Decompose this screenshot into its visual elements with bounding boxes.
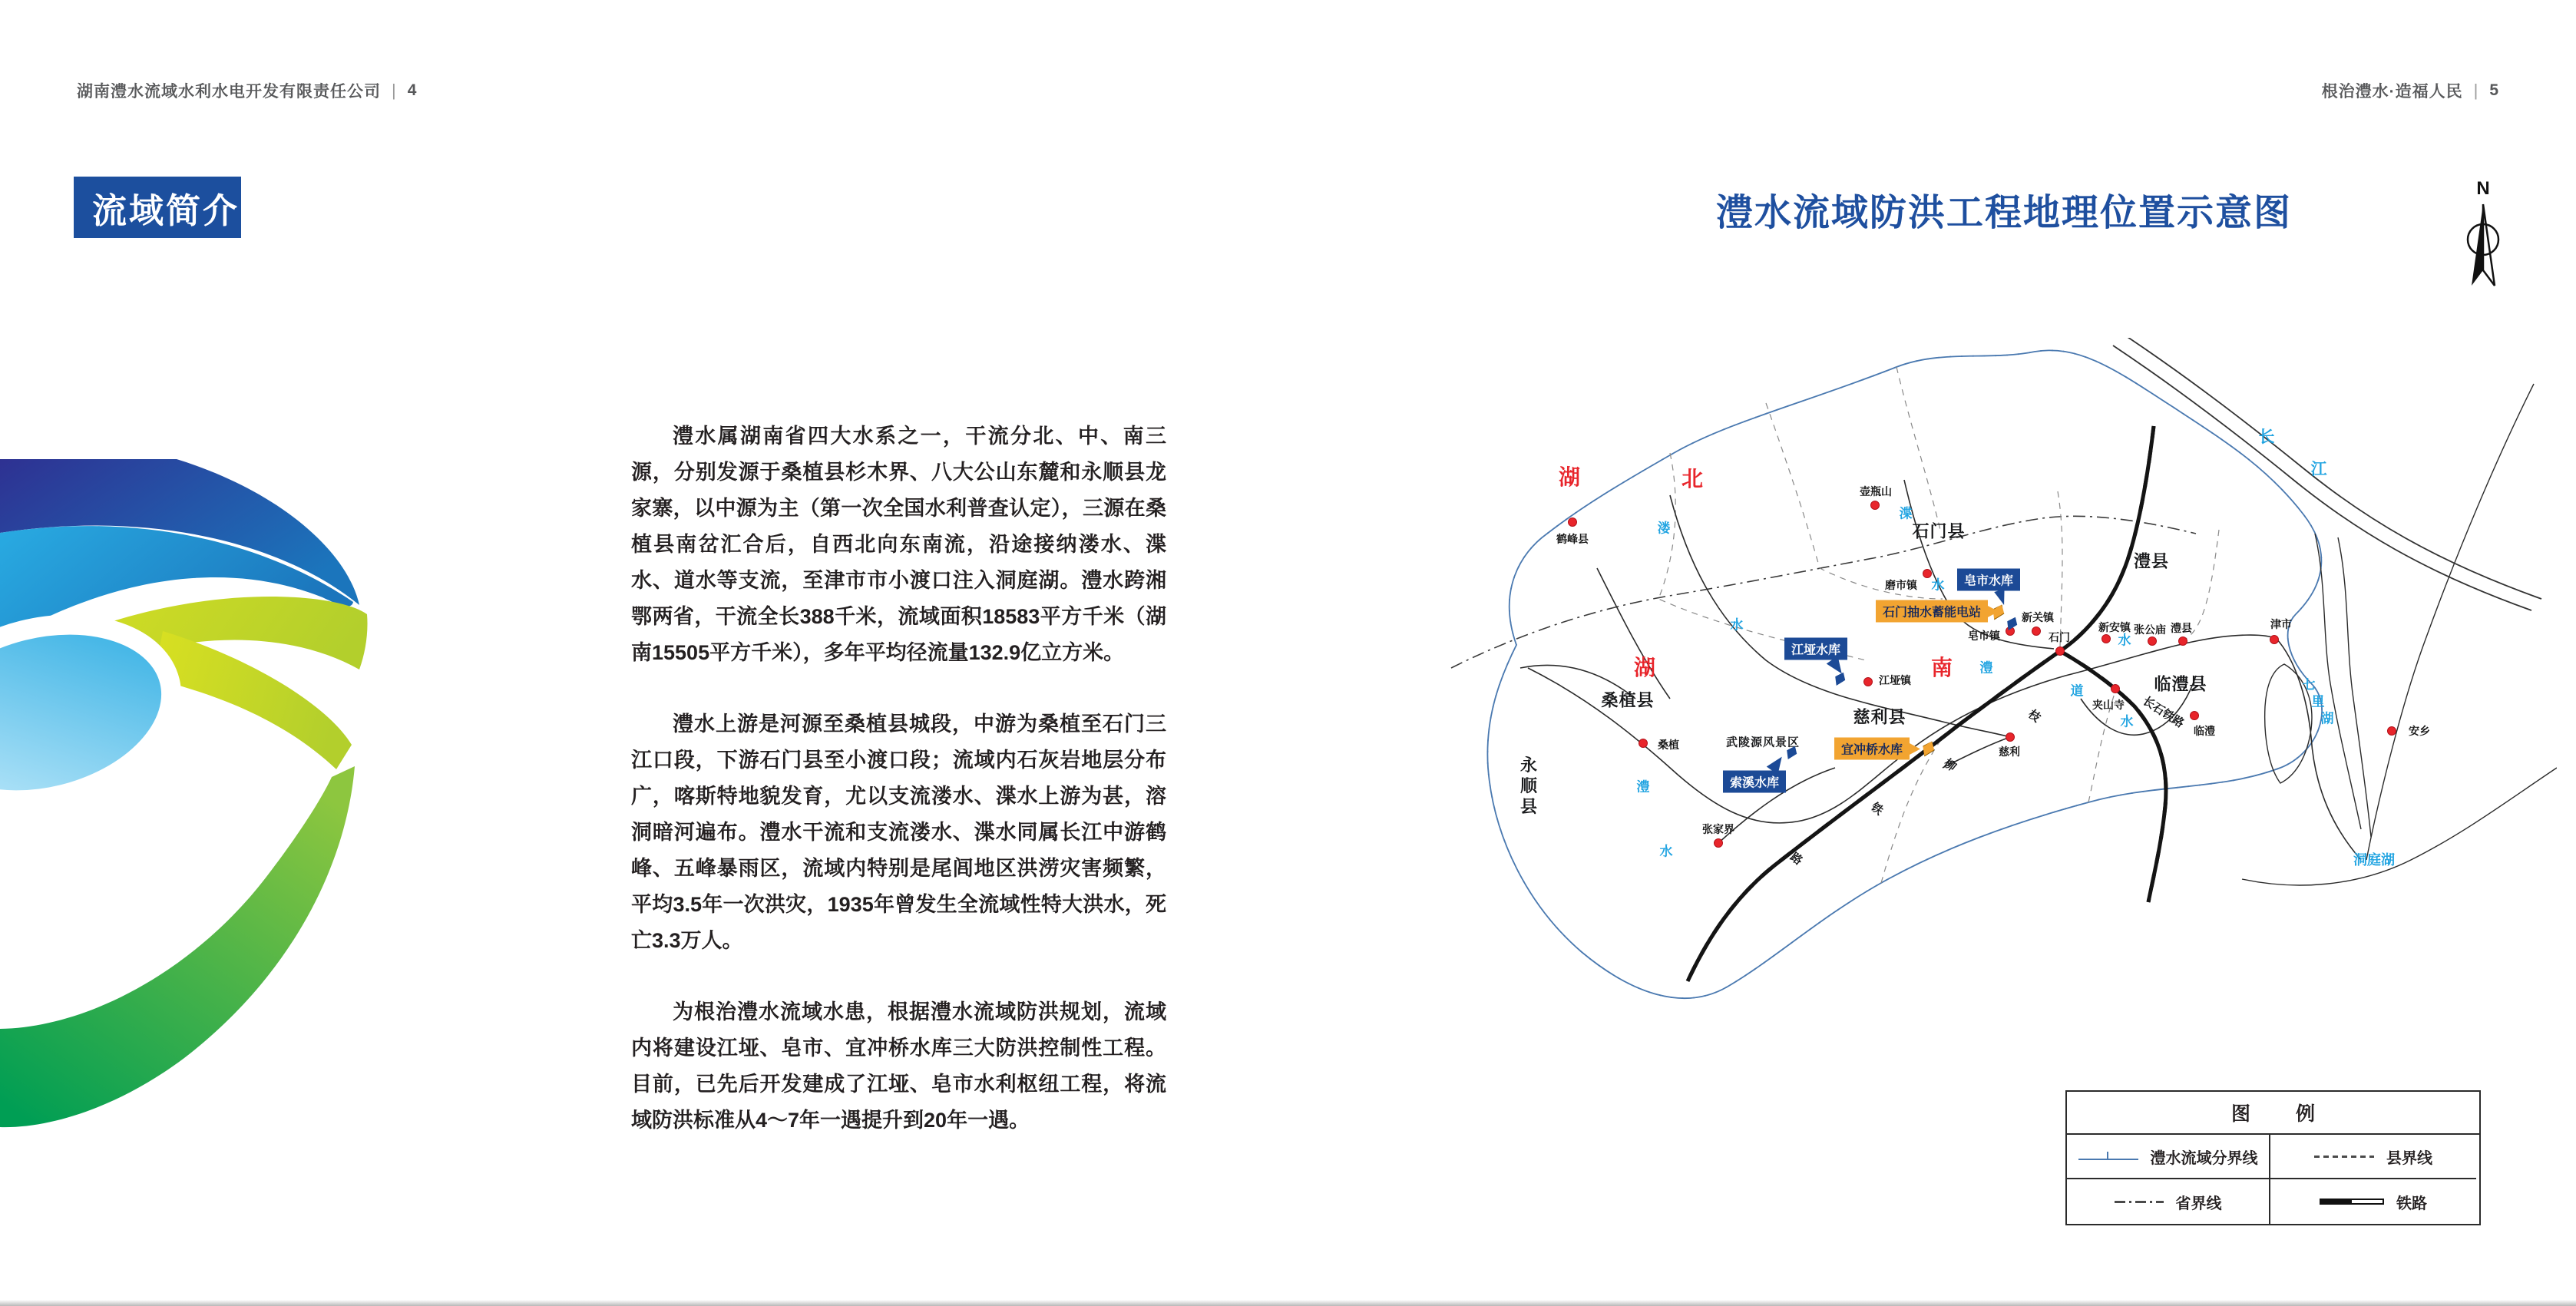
intro-text: [631, 418, 1166, 1174]
river-label: 澧: [1636, 779, 1650, 795]
town-dot: [2148, 636, 2157, 646]
town-label: 鹤峰县: [1556, 533, 1589, 545]
basin-line-symbol-icon: [2078, 1152, 2138, 1160]
county-label: 桑植县: [1601, 690, 1655, 710]
railway-label: 路: [1787, 850, 1805, 868]
town-label: 新安镇: [2098, 621, 2131, 633]
company-logo: [0, 459, 491, 1189]
town-dot: [1639, 739, 1648, 748]
dam-marker-icon: [1919, 740, 1936, 756]
town-dot: [2190, 711, 2199, 720]
legend-item-railway: [2270, 1179, 2476, 1224]
paragraph-1: 澧水属湖南省四大水系之一，干流分北、中、南三源，分别发源于桑植县杉木界、八大公山东麓和永顺县龙家寨，以中源为主（第一次全国水利普查认定），三源在桑植县南岔汇合后，自西北向东南流，沿途接纳溇水、渫水、道水等支流，至津市市小渡口注入洞庭湖。澧水跨湘鄂两省，干流全长388千米，流域面积18583平方千米（湖南15505平方千米），多年平均径流量132.9亿立方米。: [631, 425, 1166, 664]
province-label: 湖: [1633, 656, 1658, 679]
river-label: 水: [1730, 617, 1744, 633]
legend-item-province-line: [2067, 1179, 2270, 1224]
river-label: 里: [2311, 694, 2325, 709]
railway-label: 长石铁路: [2140, 694, 2187, 731]
header-left: [77, 79, 417, 102]
header-right: [2322, 79, 2499, 102]
paragraph-2: 澧水上游是河源至桑植县城段，中游为桑植至石门三江口段，下游石门县至小渡口段；流域内石灰岩地层分布广，喀斯特地貌发育，尤以支流溇水、渫水上游为甚，溶洞暗河遍布。澧水干流和支流溇水、渫水同属长江中游鹤峰、五峰暴雨区，流域内特别是尾闾地区洪涝灾害频繁，平均3.5年一次洪灾，1935年曾发生全流域性特大洪水，死亡3.3万人。: [631, 713, 1166, 952]
town-label: 临澧: [2194, 725, 2215, 737]
map-title: 澧水流域防洪工程地理位置示意图: [1715, 193, 2292, 233]
paragraph-3: 为根治澧水流域水患，根据澧水流域防洪规划，流域内将建设江垭、皂市、宜冲桥水库三大防洪控制性工程。目前，已先后开发建成了江垭、皂市水利枢纽工程，将流域防洪标准从4～7年一遇提升到20年一遇。: [631, 1000, 1166, 1132]
town-label: 张公庙: [2134, 623, 2166, 636]
county-label: 永顺县: [1518, 755, 1538, 818]
town-label: 津市: [2270, 618, 2292, 630]
town-dot: [2006, 732, 2015, 742]
legend-label: 铁路: [2396, 1195, 2427, 1212]
section-title-badge: [74, 177, 241, 238]
town-label: 澧县: [2171, 622, 2192, 634]
town-dot: [2101, 634, 2111, 643]
reservoir-callout: 皂市水库: [1957, 569, 2020, 591]
river-label: 江: [2310, 461, 2327, 478]
town-label: 桑植: [1658, 739, 1679, 751]
town-dot: [1568, 517, 1577, 527]
legend-label: 省界线: [2175, 1195, 2222, 1212]
river-label: 水: [1659, 844, 1673, 859]
page-number-right: 5: [2489, 81, 2499, 99]
river-label: 湖: [2320, 711, 2334, 726]
town-dot: [1923, 569, 1932, 578]
town-dot: [2032, 627, 2041, 636]
railway-label: 柳: [1941, 756, 1959, 775]
province-label: 北: [1681, 467, 1705, 491]
town-dot: [2178, 636, 2187, 646]
railway-label: 铁: [1868, 800, 1886, 818]
town-dot: [1870, 501, 1880, 510]
map-legend: [2065, 1090, 2481, 1225]
north-arrow-icon: [2462, 201, 2505, 295]
river-label: 水: [2118, 633, 2131, 648]
town-label: 磨市镇: [1885, 579, 1917, 591]
reservoir-callout: 宜冲桥水库: [1834, 738, 1910, 760]
town-label: 壶瓶山: [1860, 485, 1892, 498]
basin-map: [1405, 338, 2557, 1167]
river-label: 渫: [1899, 506, 1913, 521]
county-line-symbol-icon: [2314, 1156, 2374, 1158]
county-label: 武陵源风景区: [1725, 736, 1801, 749]
header-separator: |: [392, 81, 397, 100]
river-label: 长: [2258, 428, 2275, 446]
company-name: 湖南澧水流域水利水电开发有限责任公司: [77, 83, 381, 101]
town-label: 江垭镇: [1879, 674, 1911, 686]
county-label: 临澧县: [2154, 674, 2207, 694]
river-label: 水: [1931, 577, 1945, 593]
town-label: 皂市镇: [1968, 630, 2000, 642]
page-number-left: 4: [407, 81, 418, 99]
reservoir-callout: 石门抽水蓄能电站: [1876, 600, 1988, 623]
legend-title: 图 例: [2067, 1092, 2479, 1135]
town-dot: [2387, 726, 2396, 736]
county-label: 石门县: [1912, 521, 1966, 541]
river-label: 洞庭湖: [2353, 852, 2395, 868]
town-dot: [2111, 684, 2120, 693]
river-label: 澧: [1979, 660, 1993, 676]
province-label: 湖: [1558, 465, 1582, 489]
legend-label: 澧水流域分界线: [2150, 1149, 2258, 1167]
town-label: 张家界: [1702, 823, 1734, 835]
reservoir-callout: 索溪水库: [1723, 771, 1786, 793]
legend-item-county-line: [2270, 1135, 2476, 1179]
header-separator: |: [2473, 81, 2479, 100]
railway-label: 枝: [2025, 707, 2043, 726]
river-label: 七: [2302, 677, 2316, 693]
county-label: 澧县: [2133, 551, 2170, 571]
town-label: 石门: [2049, 631, 2070, 643]
county-label: 慈利县: [1853, 707, 1906, 727]
province-line-symbol-icon: [2115, 1201, 2164, 1203]
compass-north-label: N: [2476, 178, 2490, 199]
legend-item-basin-line: [2067, 1135, 2270, 1179]
river-label: 道: [2070, 683, 2084, 699]
province-label: 南: [1930, 656, 1955, 679]
section-title: 流域简介: [92, 190, 240, 230]
town-dot: [2270, 635, 2279, 644]
river-label: 溇: [1657, 521, 1671, 536]
map-labels-layer: [1405, 338, 2557, 1167]
town-dot: [1863, 677, 1873, 686]
town-label: 安乡: [2409, 725, 2430, 737]
page-bottom-shadow: [0, 1300, 2576, 1306]
river-label: 水: [2120, 714, 2134, 729]
legend-label: 县界线: [2386, 1149, 2432, 1167]
town-dot: [1714, 838, 1723, 848]
town-label: 慈利: [1999, 746, 2020, 758]
slogan: 根治澧水·造福人民: [2321, 83, 2463, 101]
town-label: 夹山寺: [2092, 699, 2125, 711]
compass: [2462, 178, 2505, 299]
town-label: 新关镇: [2022, 611, 2054, 623]
reservoir-callout: 江垭水库: [1784, 638, 1847, 660]
town-dot: [2055, 646, 2065, 656]
railway-symbol-icon: [2320, 1199, 2384, 1205]
